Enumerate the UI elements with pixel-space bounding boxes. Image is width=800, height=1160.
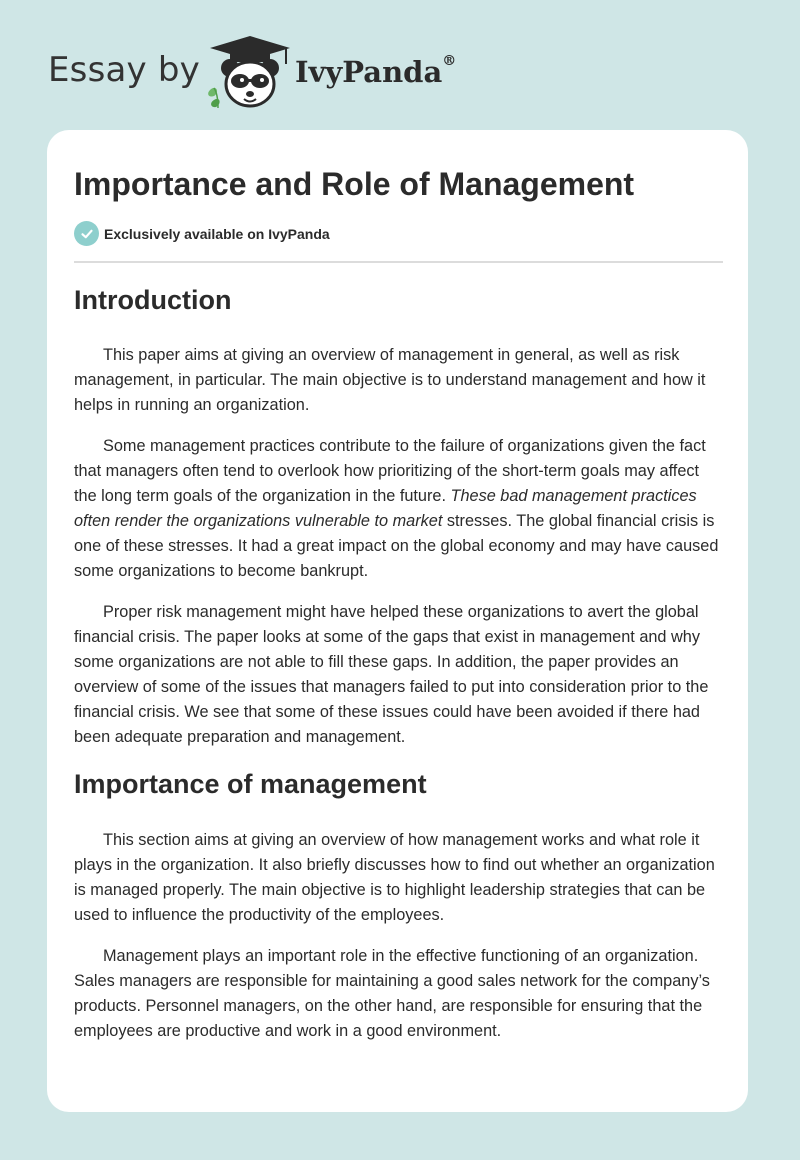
paragraph: Management plays an important role in the effective functioning of an organization. Sales managers are responsible for maintaining a good sales network for the company’s products. Personnel managers, on the other hand, are responsible for ensuring that the employees are productive and work in a good environment. [74, 947, 710, 1040]
paragraph-italic-text: These bad management practices often render the organizations vulnerable to market [74, 487, 697, 530]
paragraph: This paper aims at giving an overview of management in general, as well as risk management, in particular. The main objective is to understand management and how it helps in running an organization. [74, 346, 706, 414]
exclusive-label: Exclusively available on IvyPanda [104, 225, 330, 242]
site-header [0, 0, 800, 130]
brand-name[interactable] [295, 55, 456, 89]
paragraph: Proper risk management might have helped these organizations to avert the global financial crisis. The paper looks at some of the gaps that exist in management and why some organizations are not able to fill these gaps. In addition, the paper provides an overview of some of the issues that managers failed to put into consideration prior to the financial crisis. We see that some of these issues could have been avoided if there had been adequate preparation and management. [74, 603, 709, 746]
title-divider [74, 261, 723, 263]
page-title: Importance and Role of Management [74, 166, 635, 202]
paragraph-text: Some management practices contribute to the failure of organizations given the fact that managers often tend to overlook how prioritizing of the short-term goals may affect the long term goals of the organization in the future. [74, 437, 706, 505]
check-circle-icon [74, 221, 99, 246]
exclusive-badge [74, 221, 330, 246]
paragraph: This section aims at giving an overview of how management works and what role it plays in the organization. It also briefly discusses how to find out whether an organization is managed properly. The main objective is to highlight leadership strategies that can be used to influence the productivity of the employees. [74, 831, 715, 924]
panda-graduate-logo-icon[interactable] [200, 32, 300, 112]
paragraph [74, 434, 726, 584]
essay-card [47, 130, 748, 1112]
section-heading-importance-of-management: Importance of management [74, 769, 427, 799]
registered-mark: ® [442, 53, 457, 70]
section-heading-introduction: Introduction [74, 285, 232, 315]
essay-by-label: Essay by [48, 50, 200, 90]
paragraph-text: stresses. The global financial crisis is one of these stresses. It had a great impact on the global economy and may have caused some organizations to become bankrupt. [74, 512, 719, 580]
brand-text: IvyPanda [295, 55, 443, 89]
